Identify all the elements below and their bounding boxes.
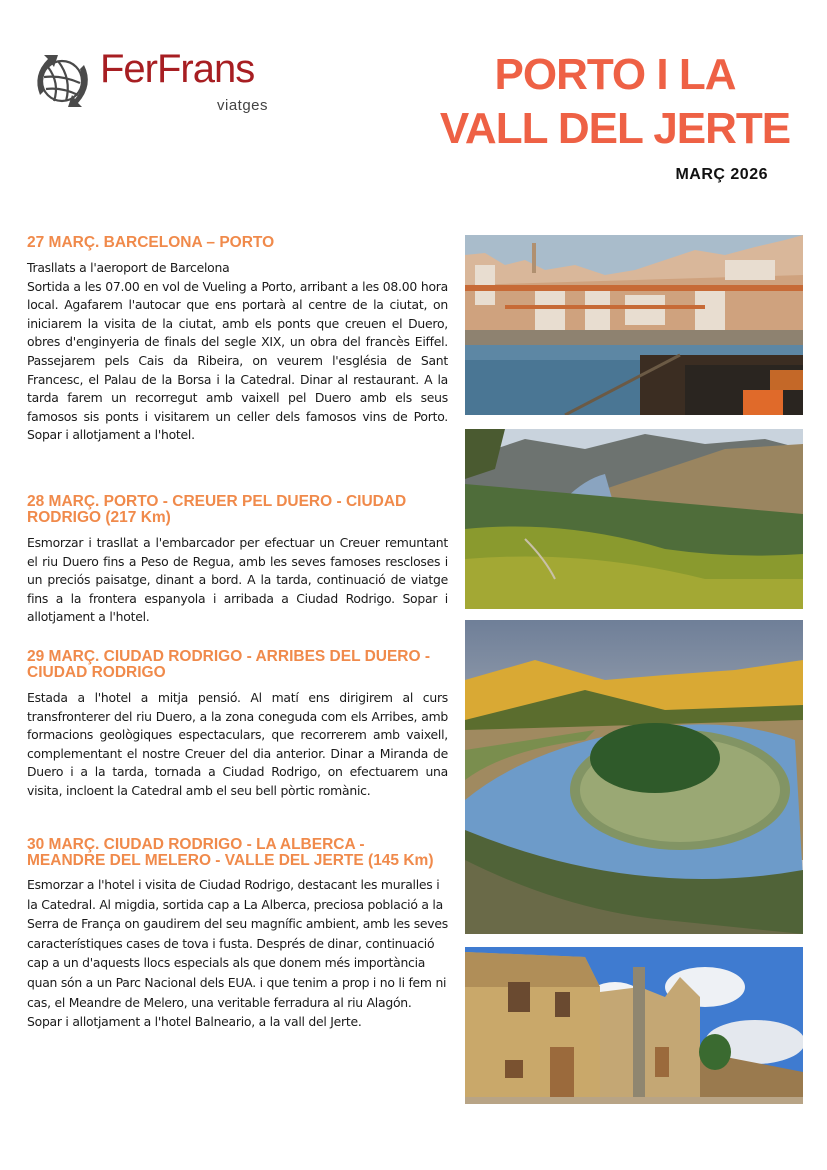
day-description: Sortida a les 07.00 en vol de Vueling a Porto, arribant a les 08.00 hora local. Agafarem l'autocar que ens portarà al centre de la ciutat, on iniciarem la visita de la ciutat, amb els ponts que creuen el Duero, obres d'enginyeria de finals del segle XIX, un obra del francès Eiffel. Passejarem pels Cais da Ribeira, on veurem l'església de Sant Francesc, el Palau de la Borsa i la Catedral. Dinar al restaurant. A la tarda farem un recorregut amb vaixell pel Duero amb els seus famosos sis ponts i visitarem un celler dels famosos vins de Porto. Sopar i allotjament a l'hotel.	[27, 278, 448, 443]
day-heading: 27 MARÇ. BARCELONA – PORTO	[27, 234, 275, 251]
photo-meandre-melero	[465, 620, 803, 934]
day-heading: 28 MARÇ. PORTO - CREUER PEL DUERO - CIUDAD RODRIGO (217 Km)	[27, 493, 407, 526]
day-intro: Trasllats a l'aeroport de Barcelona	[27, 260, 230, 275]
day-description: Esmorzar a l'hotel i visita de Ciudad Rodrigo, destacant les muralles i la Catedral. Al migdia, sortida cap a La Alberca, preciosa població a la Serra de França on gaudirem del seu magnífic ambient, amb les seves característiques cases de tova i fusta. Després de dinar, continuació cap a un d'aquests llocs especials als que donem més importància quan són a un Parc Nacional dels EUA. i que tenim a prop i no li fem ni cas, el Meandre de Melero, una veritable ferradura al riu Alagón. Sopar i allotjament a l'hotel Balneario, a la vall del Jerte.	[27, 877, 448, 1030]
photo-duero-valley	[465, 429, 803, 609]
title-line-1: PORTO I LA	[494, 50, 736, 99]
itinerary-day-3	[27, 649, 448, 801]
title-line-2: VALL DEL JERTE	[439, 104, 791, 153]
brand-name: FerFrans	[100, 47, 255, 91]
day-heading: 30 MARÇ. CIUDAD RODRIGO - LA ALBERCA - MEANDRE DEL MELERO - VALLE DEL JERTE (145 Km)	[27, 836, 434, 869]
photo-village-church	[465, 947, 803, 1104]
ferfrans-logo	[30, 45, 280, 125]
photo-porto-riverside	[465, 235, 803, 415]
trip-date: MARÇ 2026	[675, 166, 768, 183]
brand-subtitle: viatges	[217, 97, 269, 114]
page-title	[420, 48, 810, 156]
day-heading: 29 MARÇ. CIUDAD RODRIGO - ARRIBES DEL DUERO - CIUDAD RODRIGO	[27, 648, 431, 681]
itinerary-day-1	[27, 235, 448, 445]
globe-arrows-icon	[30, 45, 100, 115]
itinerary-day-2	[27, 494, 448, 627]
itinerary-day-4	[27, 837, 448, 1032]
day-description: Estada a l'hotel a mitja pensió. Al matí ens dirigirem al curs transfronterer del riu Duero, a la zona coneguda com els Arribes, amb formacions geològiques espectaculars, que recorrerem amb vaixell, complementant el nostre Creuer del dia anterior. Dinar a Miranda de Duero i a la tarda, tornada a Ciudad Rodrigo, on efectuarem una visita, incloent la Catedral amb el seu bell pòrtic romànic.	[27, 690, 448, 798]
day-description: Esmorzar i trasllat a l'embarcador per efectuar un Creuer remuntant el riu Duero fins a Peso de Regua, amb les seves famoses rescloses i un preciós paisatge, dinant a bord. A la tarda, continuació de viatge fins a la frontera espanyola i arribada a Ciudad Rodrigo. Sopar i allotjament a l'hotel.	[27, 535, 448, 625]
